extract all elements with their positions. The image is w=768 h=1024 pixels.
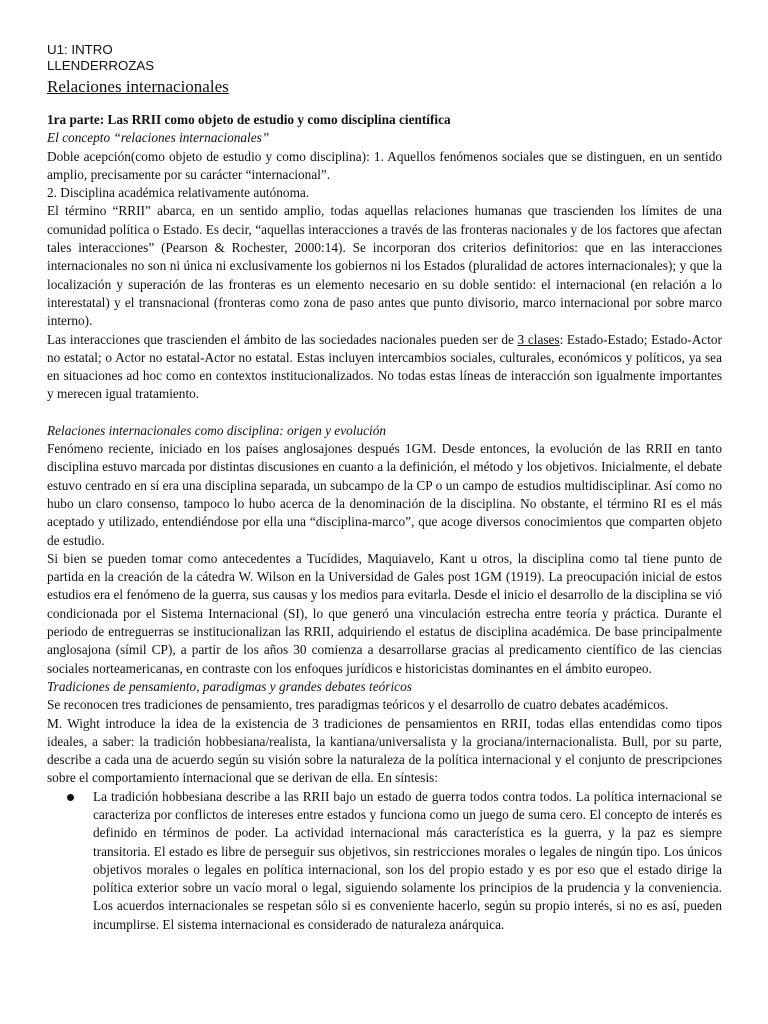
- author-name: LLENDERROZAS: [47, 58, 155, 73]
- bullet-icon: [67, 794, 74, 801]
- document-title: Relaciones internacionales: [47, 77, 229, 96]
- three-classes-underlined: 3 clases: [517, 331, 560, 347]
- p4-text-start: Las interacciones que trascienden el ámbito de las sociedades nacionales pueden ser de: [47, 331, 518, 347]
- traditions-paragraph-2: M. Wight introduce la idea de la existencia de 3 tradiciones de pensamientos en RRII, todas ellas entendidas como tipos ideales, a saber: la tradición hobbesiana/realista, la kantiana/universalista y la grociana/internacionalista. Bull, por su parte, describe a cada una de acuerdo según su visión sobre la naturaleza de la política internacional y el conjunto de prescripciones sobre el comportamiento internacional que se derivan de ella. En síntesis:: [47, 715, 722, 786]
- discipline-paragraph-2: Si bien se pueden tomar como antecedentes a Tucídides, Maquiavelo, Kant u otros, la disciplina como tal tiene punto de partida en la creación de la cátedra W. Wilson en la Universidad de Gales post 1GM (1919). La preocupación inicial de estos estudios era el fenómeno de la guerra, sus causas y los medios para evitarla. Desde el inicio el desarrollo de la disciplina se vió condicionada por el Sistema Internacional (SI), lo que generó una vinculación estrecha entre teoría y práctica. Durante el periodo de entreguerras se institucionalizan las RRII, adquiriendo el estatus de disciplina académica. De base principalmente anglosajona (símil CP), a partir de los años 30 comienza a desarrollarse gracias al predicamento científico de las ciencias sociales norteamericanas, en contraste con los enfoques jurídicos e historicistas dominantes en el ámbito europeo.: [47, 550, 722, 676]
- discipline-heading: Relaciones internacionales como disciplina: origen y evolución: [47, 422, 386, 438]
- traditions-paragraph-1: Se reconocen tres tradiciones de pensamiento, tres paradigmas teóricos y el desarrollo de cuatro debates académicos.: [47, 697, 669, 713]
- traditions-heading: Tradiciones de pensamiento, paradigmas y grandes debates teóricos: [47, 678, 412, 694]
- concept-paragraph-4: [47, 331, 722, 404]
- list-item: [47, 788, 722, 934]
- concept-paragraph-2: 2. Disciplina académica relativamente autónoma.: [47, 185, 310, 201]
- concept-paragraph-1: Doble acepción(como objeto de estudio y como disciplina): 1. Aquellos fenómenos sociales que se distinguen, en un sentido amplio, precisamente por su carácter “internacional”.: [47, 148, 722, 182]
- discipline-paragraph-1: Fenómeno reciente, iniciado en los países anglosajones después 1GM. Desde entonces, la evolución de las RRII en tanto disciplina estuvo marcada por distintas discusiones en cuanto a la definición, el método y los objetivos. Inicialmente, el debate estuvo centrado en sí era una disciplina separada, un subcampo de la CP o un campo de estudios multidisciplinar. Así como no hubo un claro consenso, tampoco lo hubo acerca de la denominación de la disciplina. No obstante, el término RI es el más aceptado y utilizado, entendiéndose por ella una “disciplina-marco”, que acoge diversos conocimientos que comparten objeto de estudio.: [47, 441, 722, 548]
- traditions-list: [47, 788, 722, 934]
- concept-paragraph-3: El término “RRII” abarca, en un sentido amplio, todas aquellas relaciones humanas que trascienden los límites de una comunidad política o Estado. Es decir, “aquellas interacciones a través de las fronteras nacionales y de los factores que afectan tales interacciones” (Pearson & Rochester, 2000:14). Se incorporan dos criterios definitorios: que en las interacciones internacionales no son ni única ni exclusivamente los gobiernos ni los Estados (pluralidad de actores internacionales); y que la localización y superación de las fronteras es un elemento necesario en su doble sentido: el internacional (en relación a lo interestatal) y el transnacional (fronteras como zona de paso antes que punto divisorio, marco internacional por sobre marco interno).: [47, 203, 722, 329]
- paragraph-gap: [47, 404, 722, 422]
- part1-title: 1ra parte: Las RRII como objeto de estudio y como disciplina científica: [47, 112, 451, 127]
- document-page: [47, 42, 722, 934]
- list-item-text: La tradición hobbesiana describe a las RRII bajo un estado de guerra todos contra todos. La política internacional se caracteriza por conflictos de intereses entre estados y funciona como un juego de suma cero. El concepto de interés es definido en términos de poder. La actividad internacional más característica es la guerra, y la paz es siempre transitoria. El estado es libre de perseguir sus objetivos, sin restricciones morales o legales de ningún tipo. Los únicos objetivos morales o legales en política internacional, son los del propio estado y es por eso que el estado dirige la política exterior sobre un vacío moral o legal, siguiendo solamente los principios de la prudencia y la conveniencia. Los acuerdos internacionales se respetan sólo si es conveniente hacerlo, según su propio interés, si no es así, pueden incumplirse. El sistema internacional es considerado de naturaleza anárquica.: [93, 788, 722, 932]
- unit-label: U1: INTRO: [47, 42, 113, 57]
- concept-heading: El concepto “relaciones internacionales”: [47, 130, 270, 146]
- p4-text-end: : Estado-Estado; Estado-Actor no estatal; o Actor no estatal-Actor no estatal. Estas incluyen intercambios sociales, culturales, económicos y políticos, ya sea en situaciones ad hoc como en contextos institucionalizados. No todas estas líneas de interacción son igualmente importantes y merecen igual tratamiento.: [47, 331, 722, 402]
